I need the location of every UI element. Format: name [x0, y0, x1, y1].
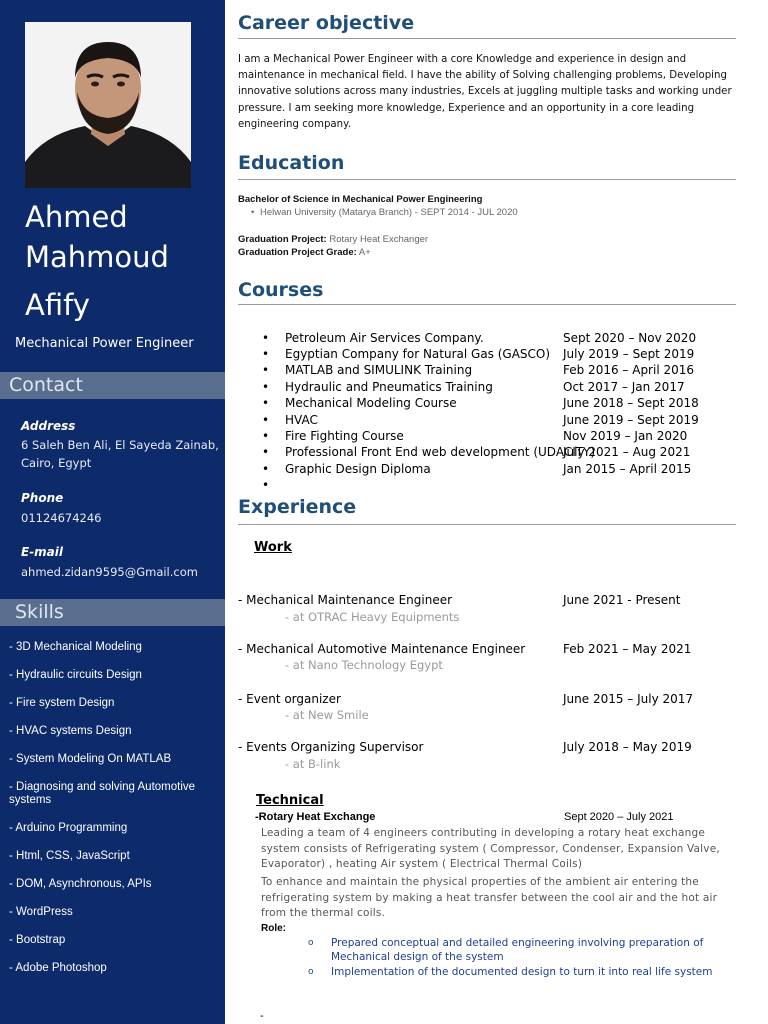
course-name: Egyptian Company for Natural Gas (GASCO) [285, 347, 551, 361]
bullet-icon: • [262, 462, 270, 476]
technical-heading: Technical [256, 793, 324, 808]
bullet-icon: • [262, 478, 270, 492]
phone-label: Phone [21, 491, 64, 505]
course-date: Jan 2015 – April 2015 [563, 462, 692, 476]
course-date: Feb 2016 – April 2016 [563, 363, 695, 377]
circle-bullet-icon: o [308, 967, 314, 977]
job-company: - at Nano Technology Egypt [285, 658, 443, 672]
course-date: July 2019 – Sept 2019 [563, 347, 695, 361]
course-item [238, 478, 738, 494]
technical-description: Leading a team of 4 engineers contributing in developing a rotary heat exchange system consists of Refrigerating system ( Compressor, Condenser, Expansion Valve, Evaporator) , heating Air system ( Electrical Thermal Coils) [261, 827, 720, 870]
course-name: Professional Front End web development (UDACITY) [285, 445, 596, 459]
role-text: Implementation of the documented design to turn it into real life system [331, 966, 713, 978]
experience-heading: Experience [238, 496, 357, 518]
email-value: ahmed.zidan9595@Gmail.com [21, 565, 198, 579]
course-date: Nov 2019 – Jan 2020 [563, 429, 688, 443]
graduation-project-label: Graduation Project: [238, 234, 327, 245]
section-divider [238, 524, 736, 525]
job-company: - at OTRAC Heavy Equipments [285, 610, 460, 624]
role-item [308, 936, 728, 964]
course-name: HVAC [285, 413, 318, 427]
job-date: June 2015 – July 2017 [563, 692, 694, 706]
course-name: Hydraulic and Pneumatics Training [285, 380, 493, 394]
work-heading: Work [254, 540, 292, 555]
job-company: - at New Smile [285, 708, 369, 722]
phone-value: 01124674246 [21, 511, 102, 525]
skill-item: - Html, CSS, JavaScript [9, 850, 130, 862]
bullet-icon: • [262, 347, 270, 361]
job-role: - Mechanical Maintenance Engineer [238, 593, 453, 607]
objective-text: I am a Mechanical Power Engineer with a core Knowledge and experience in design and maintenance in mechanical field. I have the ability of Solving challenging problems, Developing innovative solutions across many industries, Excels at juggling multiple tasks and working under pressure. I am seeking more knowledge, Experience and an opportunity in a core leading engineering company. [238, 54, 732, 130]
university-text: Helwan University (Matarya Branch) - SEPT 2014 - JUL 2020 [260, 207, 518, 218]
skill-item: - Arduino Programming [9, 822, 128, 834]
courses-heading: Courses [238, 279, 324, 301]
job-company: - at B-link [285, 757, 341, 771]
course-name: Graphic Design Diploma [285, 462, 431, 476]
course-item [238, 331, 738, 347]
name-middle: Mahmoud [25, 240, 169, 274]
profile-photo [25, 22, 191, 188]
course-date: Sept 2020 – Nov 2020 [563, 331, 697, 345]
course-item [238, 413, 738, 429]
section-divider [238, 304, 736, 305]
role-text: Prepared conceptual and detailed engineering involving preparation of Mechanical design of the system [331, 937, 704, 963]
section-divider [238, 179, 736, 180]
job-date: Feb 2021 – May 2021 [563, 642, 692, 656]
graduation-grade-label: Graduation Project Grade: [238, 247, 357, 258]
skill-item: - 3D Mechanical Modeling [9, 641, 142, 653]
bullet-icon: • [262, 380, 270, 394]
course-date: June 2019 – Sept 2019 [563, 413, 699, 427]
skill-item: - HVAC systems Design [9, 725, 132, 737]
skills-heading: Skills [0, 599, 225, 626]
education-university [251, 207, 518, 218]
skill-item: - Adobe Photoshop [9, 962, 107, 974]
course-item [238, 429, 738, 445]
role-label: Role: [261, 923, 286, 934]
sidebar [0, 0, 225, 1024]
bullet-icon: • [262, 363, 270, 377]
course-item [238, 462, 738, 478]
technical-purpose: To enhance and maintain the physical properties of the ambient air entering the refrigerating system by making a heat transfer between the cool air and the hot air from the thermal coils. [261, 876, 718, 919]
course-name: Petroleum Air Services Company. [285, 331, 484, 345]
skill-item: - Bootstrap [9, 934, 66, 946]
skill-item: - DOM, Asynchronous, APIs [9, 878, 152, 890]
course-item [238, 380, 738, 396]
course-name: Fire Fighting Course [285, 429, 404, 443]
main-content [238, 0, 738, 1024]
bullet-icon: • [262, 429, 270, 443]
contact-heading: Contact [0, 372, 225, 399]
technical-project-date: Sept 2020 – July 2021 [564, 811, 674, 823]
skills-list [9, 641, 219, 990]
bullet-icon: • [262, 445, 270, 459]
section-divider [238, 38, 736, 39]
email-label: E-mail [21, 545, 64, 559]
job-role: - Events Organizing Supervisor [238, 740, 424, 754]
education-degree: Bachelor of Science in Mechanical Power Engineering [238, 194, 483, 205]
address-label: Address [21, 419, 76, 433]
course-date: Oct 2017 – Jan 2017 [563, 380, 685, 394]
trailing-dash: - [260, 1010, 264, 1022]
objective-heading: Career objective [238, 12, 415, 34]
role-item [308, 965, 728, 979]
name-first: Ahmed [25, 200, 128, 234]
course-name: Mechanical Modeling Course [285, 396, 457, 410]
job-date: July 2018 – May 2019 [563, 740, 692, 754]
bullet-icon: • [262, 413, 270, 427]
job-title: Mechanical Power Engineer [15, 336, 194, 351]
course-item [238, 445, 738, 461]
bullet-icon: • [262, 331, 270, 345]
skill-item: - WordPress [9, 906, 73, 918]
graduation-grade [238, 247, 371, 258]
job-role: - Mechanical Automotive Maintenance Engineer [238, 642, 526, 656]
technical-project-title: -Rotary Heat Exchange [255, 811, 376, 823]
course-name: MATLAB and SIMULINK Training [285, 363, 473, 377]
graduation-project [238, 234, 428, 245]
course-item [238, 363, 738, 379]
address-value: 6 Saleh Ben Ali, El Sayeda Zainab, Cairo, Egypt [21, 438, 219, 470]
course-date: July 2021 – Aug 2021 [563, 445, 691, 459]
bullet-icon: • [262, 396, 270, 410]
course-item [238, 396, 738, 412]
course-date: June 2018 – Sept 2018 [563, 396, 699, 410]
skill-item: - System Modeling On MATLAB [9, 753, 172, 765]
education-heading: Education [238, 152, 345, 174]
name-last: Afify [25, 288, 90, 322]
bullet-icon: • [251, 207, 255, 218]
job-date: June 2021 - Present [563, 593, 681, 607]
skill-item: - Diagnosing and solving Automotive systems [9, 781, 196, 806]
course-item [238, 347, 738, 363]
circle-bullet-icon: o [308, 938, 314, 948]
graduation-grade-value: A+ [358, 247, 371, 258]
skill-item: - Fire system Design [9, 697, 115, 709]
job-role: - Event organizer [238, 692, 341, 706]
skill-item: - Hydraulic circuits Design [9, 669, 142, 681]
graduation-project-value: Rotary Heat Exchanger [329, 234, 429, 245]
